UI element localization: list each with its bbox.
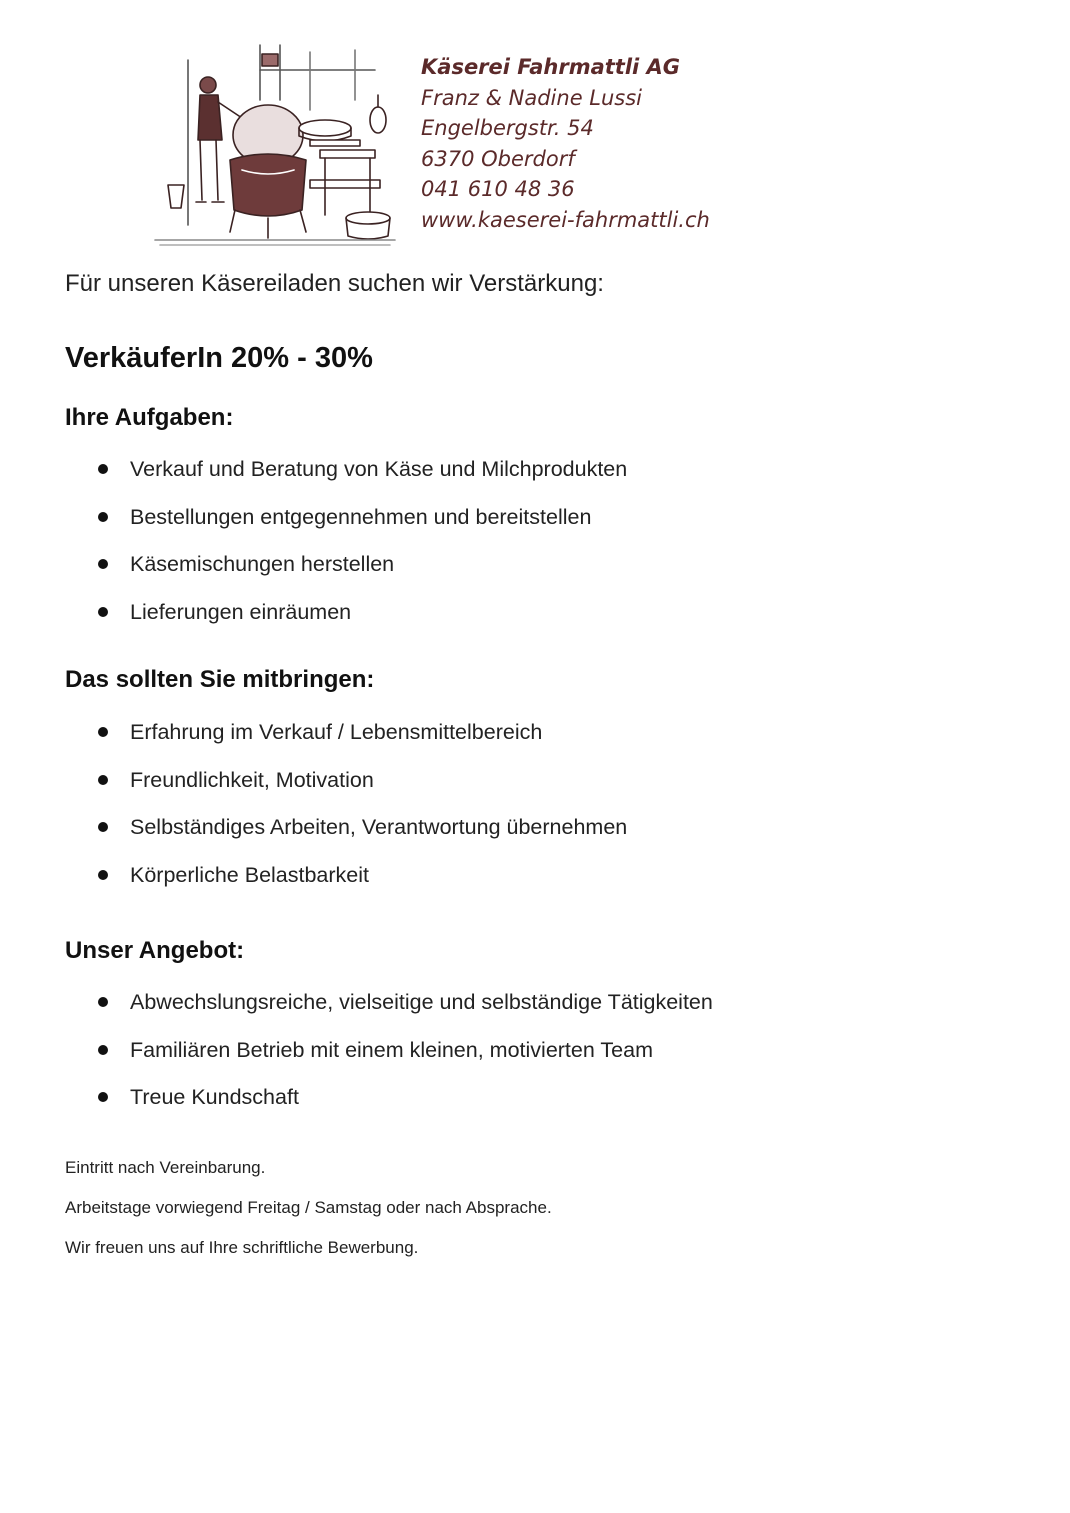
owners-name: Franz & Nadine Lussi xyxy=(421,85,643,110)
list-item-text: Erfahrung im Verkauf / Lebensmittelbereich xyxy=(130,720,543,744)
list-item-text: Körperliche Belastbarkeit xyxy=(130,862,370,887)
letterhead xyxy=(421,52,710,236)
bullet-icon xyxy=(98,559,108,569)
bullet-icon xyxy=(98,464,108,474)
list-item xyxy=(98,456,627,504)
bullet-icon xyxy=(98,607,108,617)
list-item-text: Abwechslungsreiche, vielseitige und selbständige Tätigkeiten xyxy=(130,990,713,1014)
list-item xyxy=(98,989,713,1037)
requirements-list xyxy=(98,719,627,909)
list-item-text: Käsemischungen herstellen xyxy=(130,552,395,576)
list-item xyxy=(98,1037,713,1085)
tasks-list xyxy=(98,456,627,646)
list-item xyxy=(98,599,627,647)
list-item xyxy=(98,551,627,599)
list-item xyxy=(98,719,627,767)
section-title-requirements: Das sollten Sie mitbringen: xyxy=(65,666,375,693)
bullet-icon xyxy=(98,512,108,522)
footer-workdays: Arbeitstage vorwiegend Freitag / Samstag oder nach Absprache. xyxy=(65,1198,552,1217)
bullet-icon xyxy=(98,727,108,737)
company-name: Käserei Fahrmattli AG xyxy=(421,55,681,79)
list-item xyxy=(98,814,627,862)
footer-application: Wir freuen uns auf Ihre schriftliche Bewerbung. xyxy=(65,1238,419,1257)
list-item xyxy=(98,767,627,815)
bullet-icon xyxy=(98,775,108,785)
job-title: VerkäuferIn 20% - 30% xyxy=(65,342,373,374)
cheesemaker-illustration-icon xyxy=(150,40,400,250)
bullet-icon xyxy=(98,1092,108,1102)
list-item-text: Verkauf und Beratung von Käse und Milchprodukten xyxy=(130,457,628,481)
section-title-offer: Unser Angebot: xyxy=(65,937,245,964)
bullet-icon xyxy=(98,997,108,1007)
website-link[interactable]: www.kaeserei-fahrmattli.ch xyxy=(421,207,710,232)
bullet-icon xyxy=(98,1045,108,1055)
list-item-text: Selbständiges Arbeiten, Verantwortung übernehmen xyxy=(130,815,628,839)
list-item-text: Lieferungen einräumen xyxy=(130,599,352,624)
footer-start-date: Eintritt nach Vereinbarung. xyxy=(65,1158,266,1177)
list-item-text: Treue Kundschaft xyxy=(130,1085,299,1109)
list-item xyxy=(98,862,627,910)
phone-number: 041 610 48 36 xyxy=(421,177,575,202)
bullet-icon xyxy=(98,870,108,880)
offer-list xyxy=(98,989,713,1132)
list-item-text: Bestellungen entgegennehmen und bereitstellen xyxy=(130,504,592,529)
list-item xyxy=(98,504,627,552)
city-address: 6370 Oberdorf xyxy=(421,146,575,171)
list-item-text: Familiären Betrieb mit einem kleinen, motivierten Team xyxy=(130,1037,653,1062)
street-address: Engelbergstr. 54 xyxy=(421,116,594,141)
list-item xyxy=(98,1084,713,1132)
intro-text: Für unseren Käsereiladen suchen wir Verstärkung: xyxy=(65,270,604,297)
section-title-tasks: Ihre Aufgaben: xyxy=(65,404,234,431)
list-item-text: Freundlichkeit, Motivation xyxy=(130,767,374,792)
bullet-icon xyxy=(98,822,108,832)
